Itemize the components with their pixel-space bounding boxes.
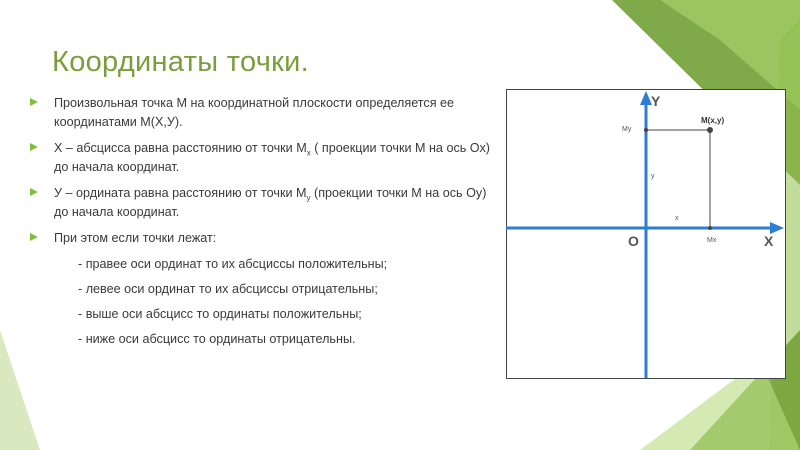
y-segment-label: y [651,173,655,180]
bullet-subscript: у [306,193,311,203]
my-label: My [622,126,632,133]
bullet-item [30,229,492,248]
sub-item: - ниже оси абсцисс то ординаты отрицательны. [78,332,356,346]
bullet-text-post: ( проекции точки М на ось Ох) до начала координат. [54,141,490,174]
bullet-item [30,94,492,132]
bullet-item [30,139,492,177]
bullet-text: Произвольная точка М на координатной плоскости определяется ее координатами М(Х,У). [54,96,455,129]
bullet-item [30,184,492,222]
coordinate-diagram [506,89,786,379]
x-segment-label: x [675,215,679,222]
bullet-subscript: х [306,148,311,158]
bullet-text-pre: У – ордината равна расстоянию от точки М [54,186,307,200]
point-my [644,128,648,132]
bullet-arrow-icon [30,233,38,241]
bullet-text: При этом если точки лежат: [54,231,217,245]
point-mx [708,226,712,230]
bullet-arrow-icon [30,98,38,106]
sub-item: - выше оси абсцисс то ординаты положительны; [78,307,362,321]
sub-item: - левее оси ординат то их абсциссы отрицательны; [78,282,378,296]
point-m-label: M(x,y) [701,116,725,125]
bullet-text-pre: Х – абсцисса равна расстоянию от точки М [54,141,307,155]
bullet-arrow-icon [30,143,38,151]
x-axis-label: X [764,233,774,249]
bullet-arrow-icon [30,188,38,196]
mx-label: Mx [707,237,717,244]
y-axis-label: Y [651,93,661,109]
point-m [707,127,713,133]
slide-title: Координаты точки. [52,46,310,78]
bullet-text-post: (проекции точки М на ось Оу) до начала координат. [54,186,487,219]
origin-label: O [628,233,639,249]
bullet-list [30,94,492,355]
sub-item: - правее оси ординат то их абсциссы положительны; [78,257,388,271]
